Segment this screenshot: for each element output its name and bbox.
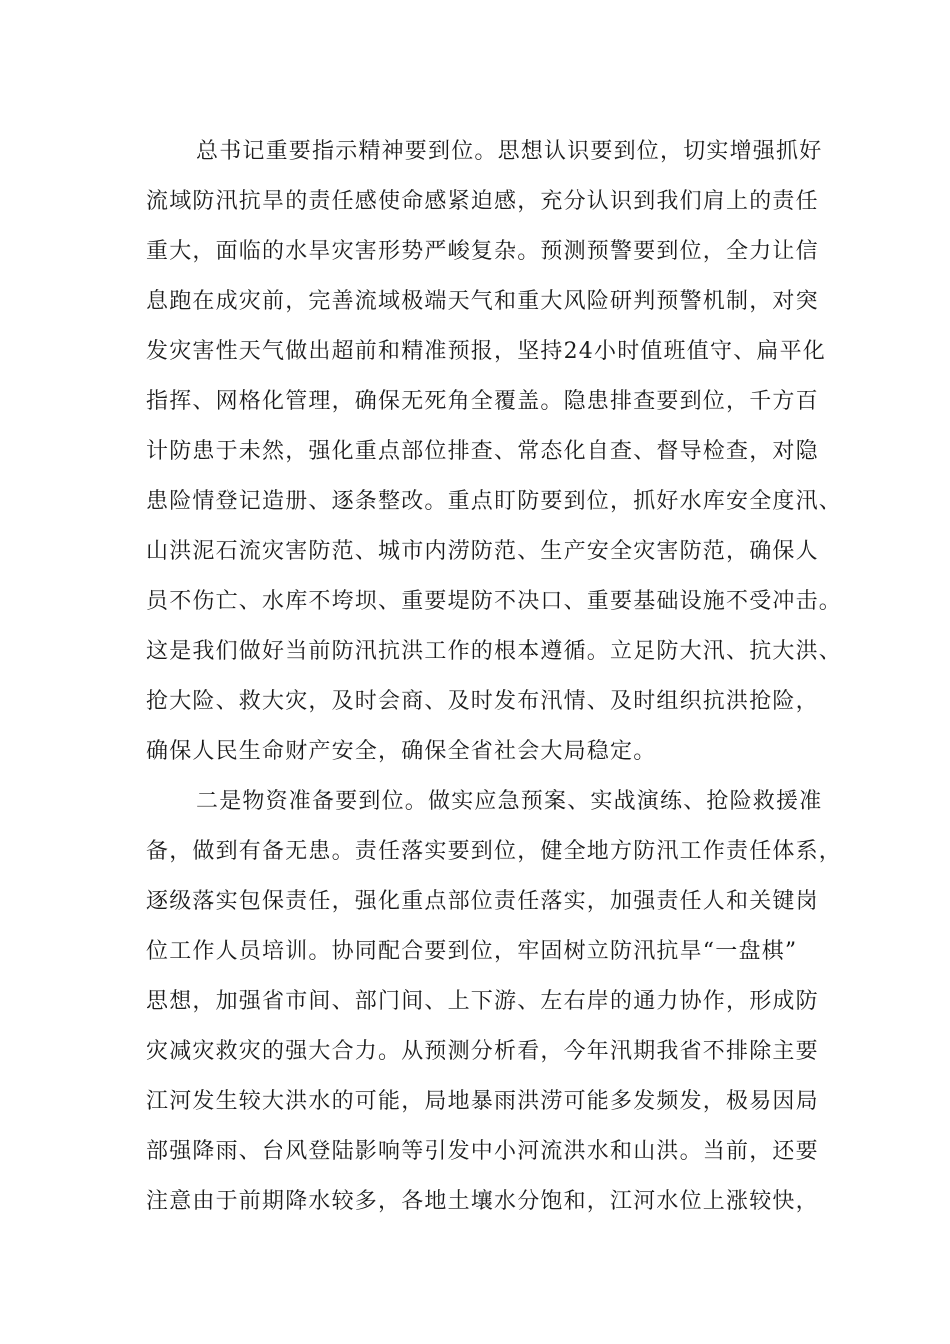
paragraph-1-line-8: 患险情登记造册、逐条整改。重点盯防要到位，抓好水库安全度汛、 bbox=[146, 489, 843, 514]
paragraph-1-line-4: 息跑在成灾前，完善流域极端天气和重大风险研判预警机制，对突 bbox=[146, 289, 819, 314]
paragraph-1-line-5: 发灾害性天气做出超前和精准预报，坚持24小时值班值守、扁平化 bbox=[146, 339, 826, 364]
paragraph-2-line-9: 注意由于前期降水较多，各地土壤水分饱和，江河水位上涨较快， bbox=[146, 1189, 819, 1214]
paragraph-2-line-4: 位工作人员培训。协同配合要到位，牢固树立防汛抗旱“一盘棋” bbox=[146, 939, 798, 964]
paragraph-1-line-11: 这是我们做好当前防汛抗洪工作的根本遵循。立足防大汛、抗大洪、 bbox=[146, 639, 843, 664]
paragraph-2-line-1: 二是物资准备要到位。做实应急预案、实战演练、抢险救援准 bbox=[196, 789, 823, 814]
paragraph-1-line-13: 确保人民生命财产安全，确保全省社会大局稳定。 bbox=[146, 739, 657, 764]
paragraph-1-line-6: 指挥、网格化管理，确保无死角全覆盖。隐患排查要到位，千方百 bbox=[146, 389, 819, 414]
paragraph-2-line-6: 灾减灾救灾的强大合力。从预测分析看，今年汛期我省不排除主要 bbox=[146, 1039, 819, 1064]
paragraph-1-line-2: 流域防汛抗旱的责任感使命感紧迫感，充分认识到我们肩上的责任 bbox=[146, 189, 819, 214]
paragraph-1-line-1: 总书记重要指示精神要到位。思想认识要到位，切实增强抓好 bbox=[196, 139, 823, 164]
paragraph-2-line-8: 部强降雨、台风登陆影响等引发中小河流洪水和山洪。当前，还要 bbox=[146, 1139, 819, 1164]
paragraph-2-line-7: 江河发生较大洪水的可能，局地暴雨洪涝可能多发频发，极易因局 bbox=[146, 1089, 819, 1114]
paragraph-2-line-2: 备，做到有备无患。责任落实要到位，健全地方防汛工作责任体系， bbox=[146, 839, 843, 864]
paragraph-1-line-12: 抢大险、救大灾，及时会商、及时发布汛情、及时组织抗洪抢险， bbox=[146, 689, 819, 714]
paragraph-1-line-7: 计防患于未然，强化重点部位排查、常态化自查、督导检查，对隐 bbox=[146, 439, 819, 464]
paragraph-1-line-3: 重大，面临的水旱灾害形势严峻复杂。预测预警要到位，全力让信 bbox=[146, 239, 819, 264]
paragraph-1-line-9: 山洪泥石流灾害防范、城市内涝防范、生产安全灾害防范，确保人 bbox=[146, 539, 819, 564]
paragraph-1-line-10: 员不伤亡、水库不垮坝、重要堤防不决口、重要基础设施不受冲击。 bbox=[146, 589, 843, 614]
paragraph-2-line-3: 逐级落实包保责任，强化重点部位责任落实，加强责任人和关键岗 bbox=[146, 889, 819, 914]
paragraph-2-line-5: 思想，加强省市间、部门间、上下游、左右岸的通力协作，形成防 bbox=[146, 989, 819, 1014]
